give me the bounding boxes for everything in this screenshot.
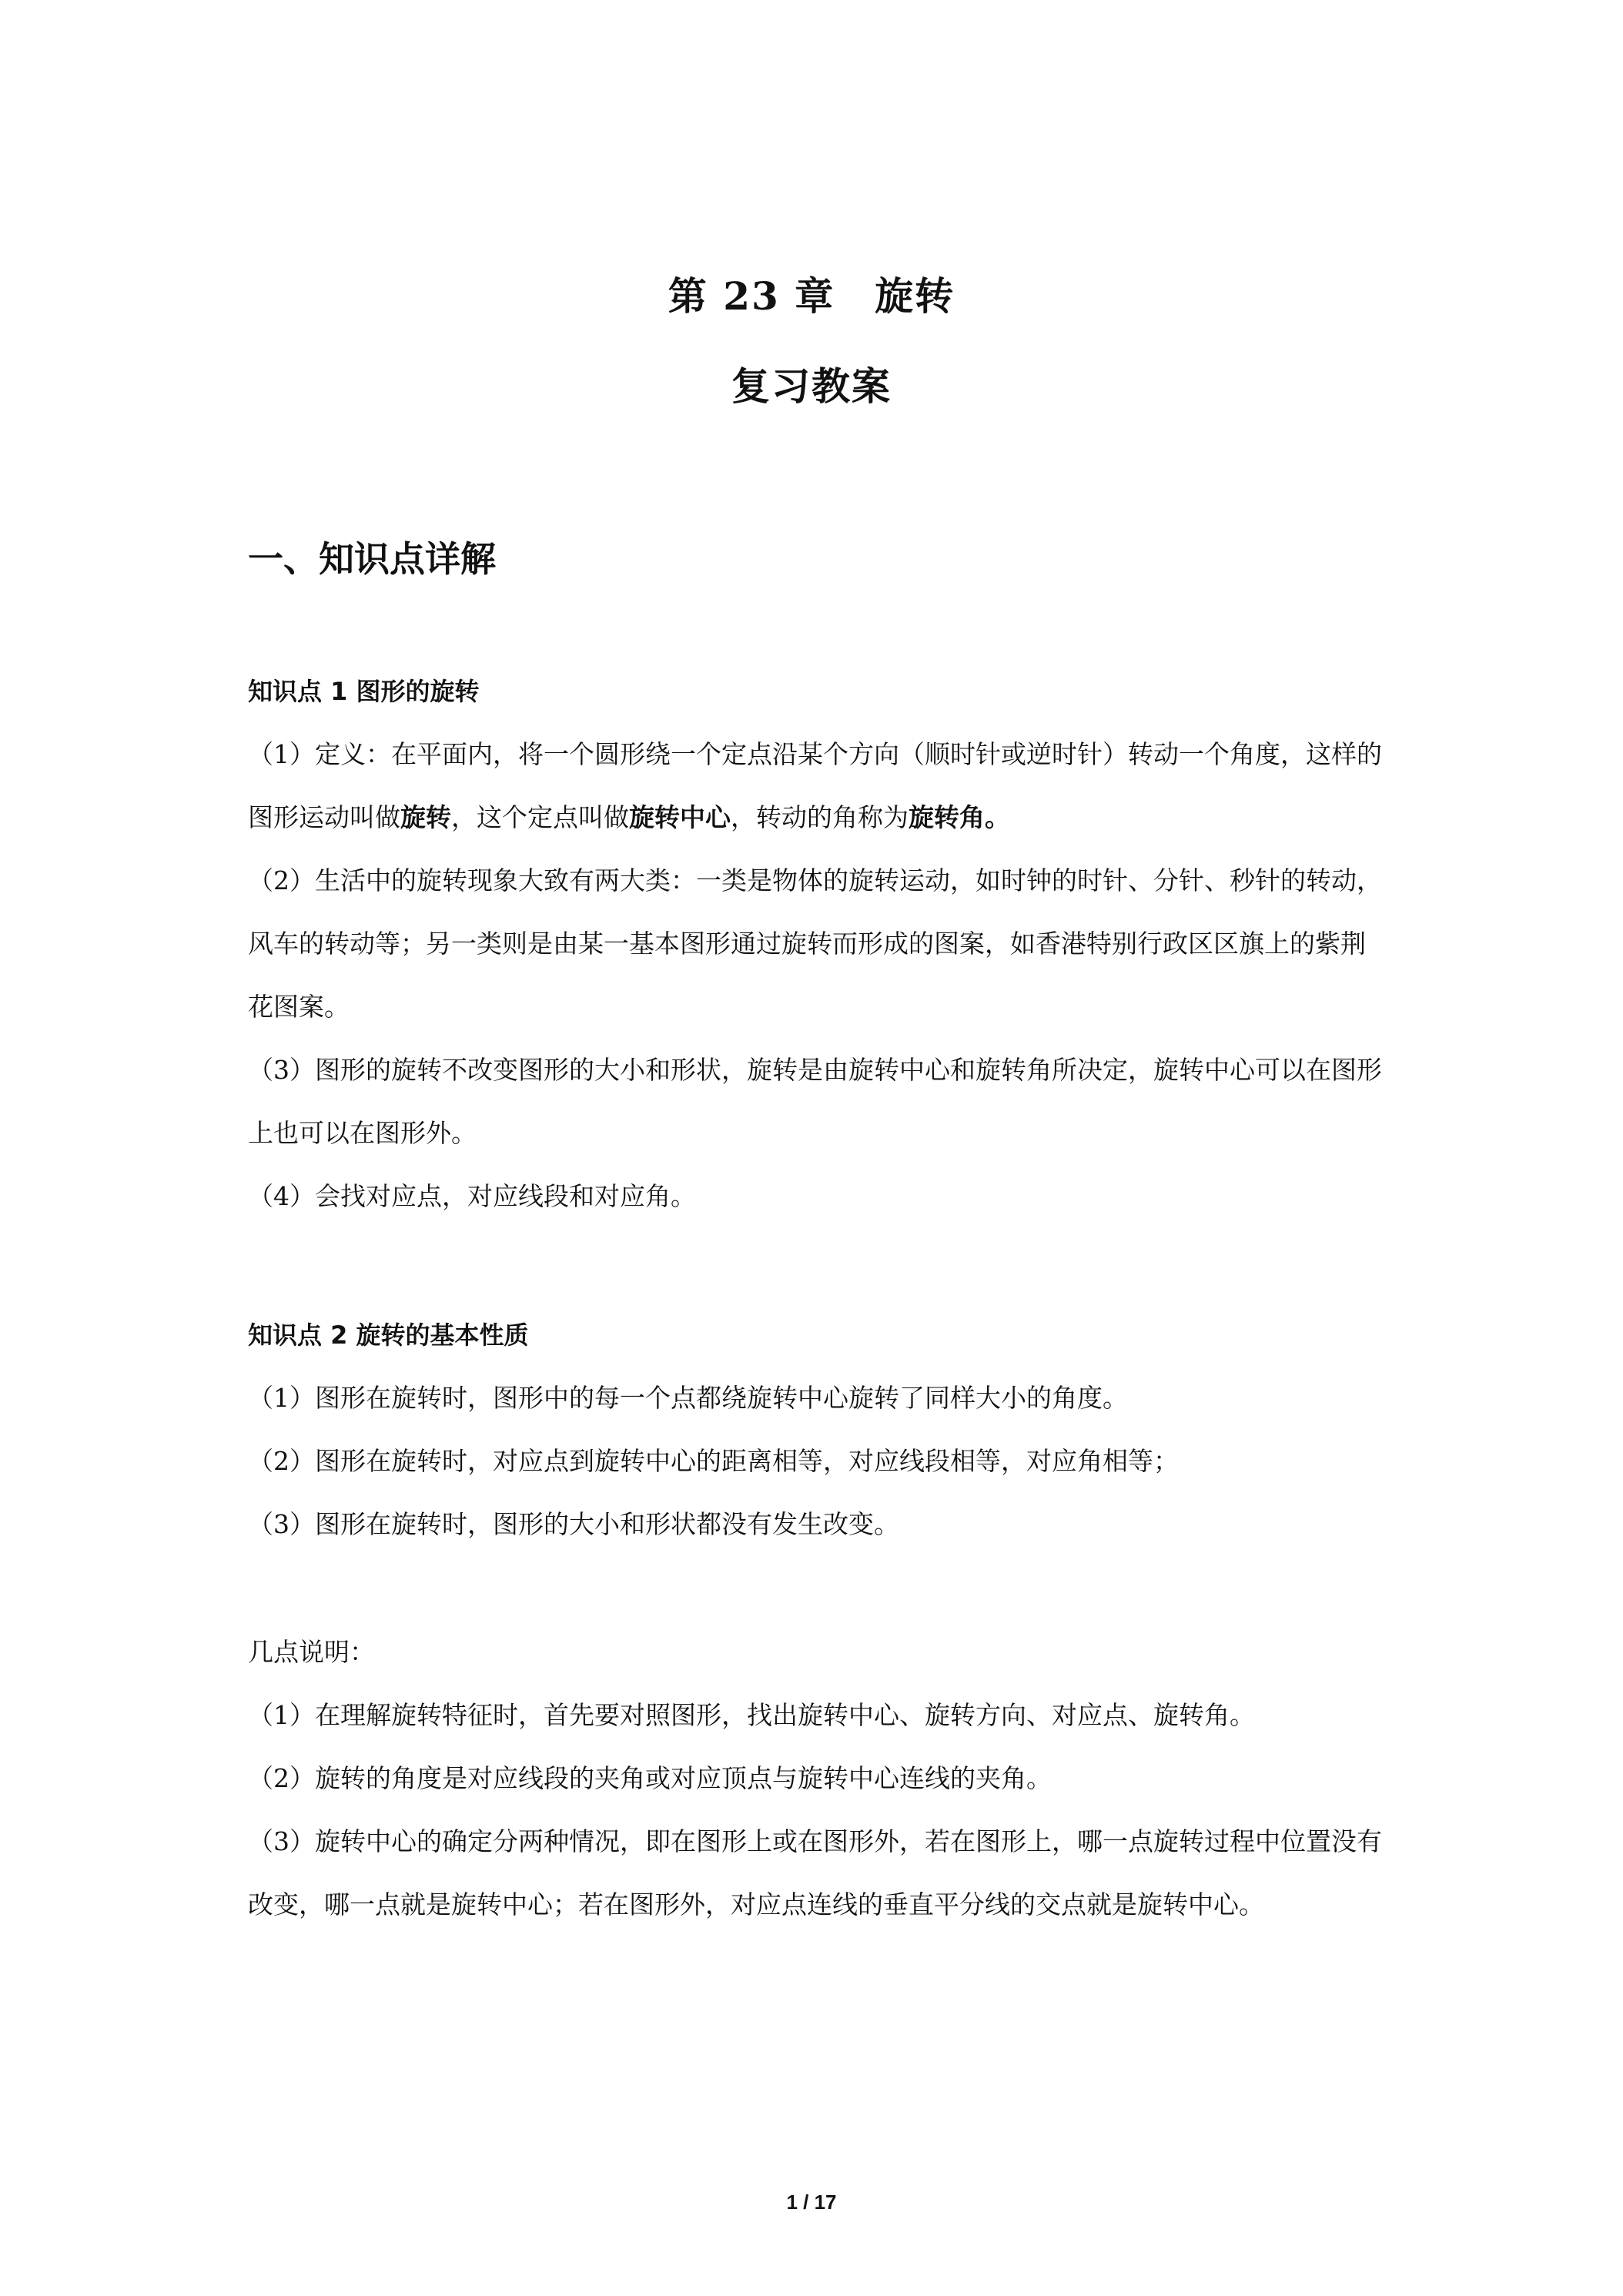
notes-section <box>248 1621 1386 1936</box>
kp2-paragraph-2: （2）图形在旋转时，对应点到旋转中心的距离相等，对应线段相等，对应角相等； <box>248 1446 1179 1476</box>
term-rotation: 旋转 <box>400 802 451 832</box>
notes-paragraph-2: （2）旋转的角度是对应线段的夹角或对应顶点与旋转中心连线的夹角。 <box>248 1763 1052 1793</box>
kp1-p1-text: （1）定义：在平面内，将一个圆形绕一个定点沿某个方向（顺时针或逆时针）转动一个角度，这样的图形运动叫做 <box>248 739 1382 832</box>
kp1-p1-mid1: ，这个定点叫做 <box>451 802 629 832</box>
term-rotation-center: 旋转中心 <box>629 802 731 832</box>
kp1-p1-mid2: ，转动的角称为 <box>731 802 909 832</box>
chapter-title: 第 23 章 旋转 <box>668 273 955 319</box>
kp2-heading: 知识点 2 旋转的基本性质 <box>248 1320 529 1350</box>
notes-paragraph-1: （1）在理解旋转特征时，首先要对照图形，找出旋转中心、旋转方向、对应点、旋转角。 <box>248 1700 1255 1730</box>
kp1-paragraph-3: （3）图形的旋转不改变图形的大小和形状，旋转是由旋转中心和旋转角所决定，旋转中心可以在图形上也可以在图形外。 <box>248 1055 1382 1148</box>
notes-paragraph-3: （3）旋转中心的确定分两种情况，即在图形上或在图形外，若在图形上，哪一点旋转过程中位置没有改变，哪一点就是旋转中心；若在图形外，对应点连线的垂直平分线的交点就是旋转中心。 <box>248 1826 1382 1919</box>
page-number: 1 / 17 <box>786 2191 837 2214</box>
notes-heading: 几点说明： <box>248 1637 375 1667</box>
kp1-paragraph-2: （2）生活中的旋转现象大致有两大类：一类是物体的旋转运动，如时钟的时针、分针、秒针的转动，风车的转动等；另一类则是由某一基本图形通过旋转而形成的图案，如香港特别行政区区旗上的紫荆花图案。 <box>248 865 1382 1022</box>
knowledge-point-2 <box>248 1304 1386 1556</box>
kp1-paragraph-4: （4）会找对应点，对应线段和对应角。 <box>248 1181 696 1211</box>
kp1-paragraph-1 <box>248 723 1386 849</box>
kp1-heading: 知识点 1 图形的旋转 <box>248 677 480 706</box>
knowledge-point-1 <box>248 660 1386 1228</box>
kp2-paragraph-3: （3）图形在旋转时，图形的大小和形状都没有发生改变。 <box>248 1509 899 1539</box>
section-heading: 一、知识点详解 <box>248 538 496 580</box>
kp2-paragraph-1: （1）图形在旋转时，图形中的每一个点都绕旋转中心旋转了同样大小的角度。 <box>248 1383 1128 1413</box>
term-rotation-angle: 旋转角。 <box>909 802 1010 832</box>
document-subtitle: 复习教案 <box>731 363 892 409</box>
